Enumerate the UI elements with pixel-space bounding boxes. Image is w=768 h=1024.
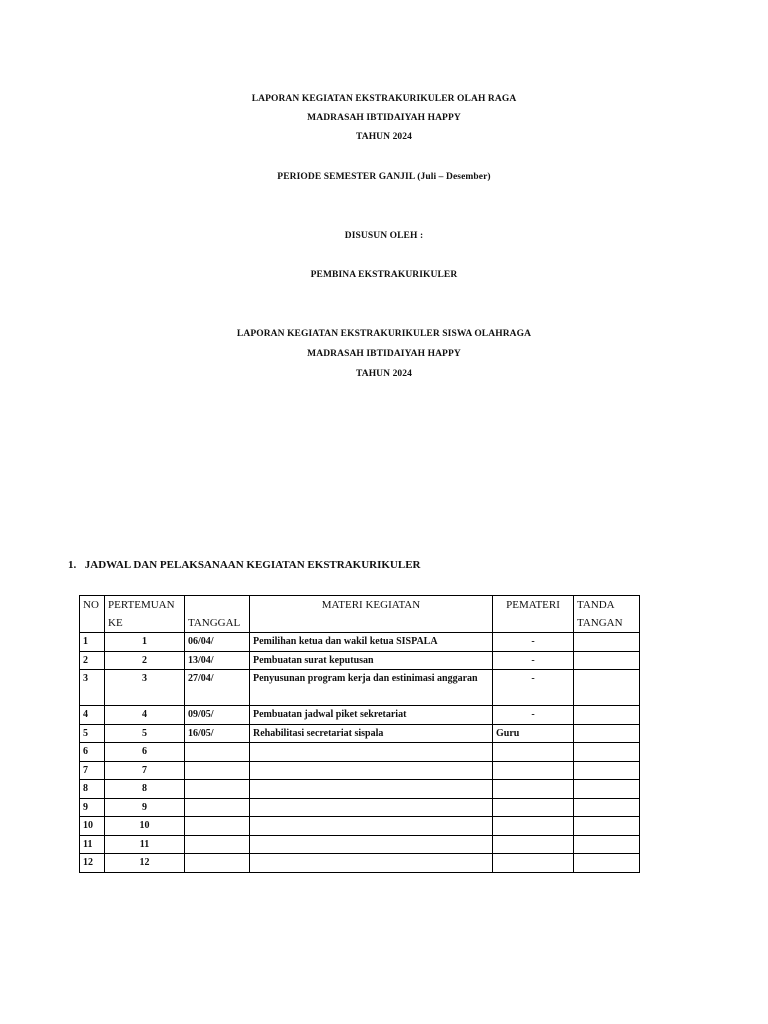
compiler-name: PEMBINA EKSTRAKURIKULER [310, 270, 458, 280]
section-heading [68, 559, 421, 571]
cell-pertemuan: 4 [105, 706, 185, 725]
table-row [80, 670, 640, 706]
header-pemateri: PEMATERI [493, 596, 574, 633]
cell-tanggal: 16/05/ [185, 724, 250, 743]
cell-materi [250, 854, 493, 873]
cell-pemateri [493, 743, 574, 762]
header-pertemuan: PERTEMUAN KE [105, 596, 185, 633]
cell-no: 9 [80, 798, 105, 817]
cell-no: 2 [80, 651, 105, 670]
cell-tanggal [185, 743, 250, 762]
cell-no: 6 [80, 743, 105, 762]
cell-tanggal [185, 798, 250, 817]
cell-materi: Pembuatan jadwal piket sekretariat [250, 706, 493, 725]
cell-pertemuan: 12 [105, 854, 185, 873]
cell-tanda-tangan [574, 670, 640, 706]
cell-pemateri: - [493, 706, 574, 725]
cell-pemateri: - [493, 633, 574, 652]
cell-pertemuan: 1 [105, 633, 185, 652]
cell-pemateri [493, 817, 574, 836]
cell-tanda-tangan [574, 633, 640, 652]
report-title: LAPORAN KEGIATAN EKSTRAKURIKULER OLAH RAGA [251, 94, 517, 104]
cell-no: 12 [80, 854, 105, 873]
cell-materi: Pemilihan ketua dan wakil ketua SISPALA [250, 633, 493, 652]
report-period: PERIODE SEMESTER GANJIL (Juli – Desember) [277, 172, 491, 182]
cell-tanda-tangan [574, 835, 640, 854]
cell-materi [250, 743, 493, 762]
table-row [80, 854, 640, 873]
cell-pertemuan: 10 [105, 817, 185, 836]
cell-tanda-tangan [574, 651, 640, 670]
cell-pertemuan: 6 [105, 743, 185, 762]
cell-pemateri [493, 761, 574, 780]
cell-tanda-tangan [574, 743, 640, 762]
cell-no: 3 [80, 670, 105, 706]
table-row [80, 780, 640, 799]
table-row [80, 706, 640, 725]
header-tanda-tangan: TANDA TANGAN [574, 596, 640, 633]
cell-tanda-tangan [574, 761, 640, 780]
cell-no: 10 [80, 817, 105, 836]
cell-tanggal [185, 835, 250, 854]
cell-tanggal [185, 780, 250, 799]
cell-materi: Rehabilitasi secretariat sispala [250, 724, 493, 743]
cell-materi [250, 761, 493, 780]
cell-no: 4 [80, 706, 105, 725]
second-report-title: LAPORAN KEGIATAN EKSTRAKURIKULER SISWA OLAHRAGA [236, 329, 532, 339]
cell-materi [250, 835, 493, 854]
cell-tanda-tangan [574, 706, 640, 725]
cell-pemateri [493, 780, 574, 799]
cell-materi: Penyusunan program kerja dan estinimasi anggaran [250, 670, 493, 706]
cell-materi [250, 798, 493, 817]
cell-pemateri: - [493, 670, 574, 706]
table-row [80, 651, 640, 670]
school-name: MADRASAH IBTIDAIYAH HAPPY [307, 113, 461, 123]
table-row [80, 633, 640, 652]
cell-pertemuan: 8 [105, 780, 185, 799]
cell-tanda-tangan [574, 817, 640, 836]
table-row [80, 761, 640, 780]
cell-no: 11 [80, 835, 105, 854]
cell-pemateri: Guru [493, 724, 574, 743]
cell-materi: Pembuatan surat keputusan [250, 651, 493, 670]
second-report-year: TAHUN 2024 [356, 369, 412, 379]
cell-pemateri: - [493, 651, 574, 670]
section-title: JADWAL DAN PELAKSANAAN KEGIATAN EKSTRAKURIKULER [84, 559, 421, 571]
cell-tanggal: 09/05/ [185, 706, 250, 725]
table-row [80, 743, 640, 762]
cell-pemateri [493, 854, 574, 873]
cell-pertemuan: 7 [105, 761, 185, 780]
cell-pemateri [493, 835, 574, 854]
cell-tanda-tangan [574, 798, 640, 817]
cell-tanda-tangan [574, 854, 640, 873]
cell-pertemuan: 2 [105, 651, 185, 670]
cell-tanda-tangan [574, 724, 640, 743]
cell-materi [250, 817, 493, 836]
table-row [80, 724, 640, 743]
compiled-by-label: DISUSUN OLEH : [344, 231, 424, 241]
cell-pertemuan: 9 [105, 798, 185, 817]
cell-tanggal: 06/04/ [185, 633, 250, 652]
section-number: 1. [68, 559, 77, 571]
cell-tanggal [185, 817, 250, 836]
report-year: TAHUN 2024 [356, 132, 412, 142]
second-school-name: MADRASAH IBTIDAIYAH HAPPY [307, 349, 461, 359]
cell-tanggal [185, 854, 250, 873]
cell-tanggal [185, 761, 250, 780]
table-row [80, 817, 640, 836]
header-materi: MATERI KEGIATAN [250, 596, 493, 633]
cell-tanda-tangan [574, 780, 640, 799]
cell-pertemuan: 5 [105, 724, 185, 743]
cell-pertemuan: 11 [105, 835, 185, 854]
schedule-table [79, 595, 640, 873]
cell-pertemuan: 3 [105, 670, 185, 706]
cell-tanggal: 27/04/ [185, 670, 250, 706]
cell-tanggal: 13/04/ [185, 651, 250, 670]
header-tanggal: TANGGAL [185, 596, 250, 633]
table-row [80, 835, 640, 854]
cell-no: 5 [80, 724, 105, 743]
table-row [80, 798, 640, 817]
header-no: NO [80, 596, 105, 633]
cell-no: 7 [80, 761, 105, 780]
table-header-row [80, 596, 640, 633]
cell-materi [250, 780, 493, 799]
cell-pemateri [493, 798, 574, 817]
cell-no: 8 [80, 780, 105, 799]
cell-no: 1 [80, 633, 105, 652]
